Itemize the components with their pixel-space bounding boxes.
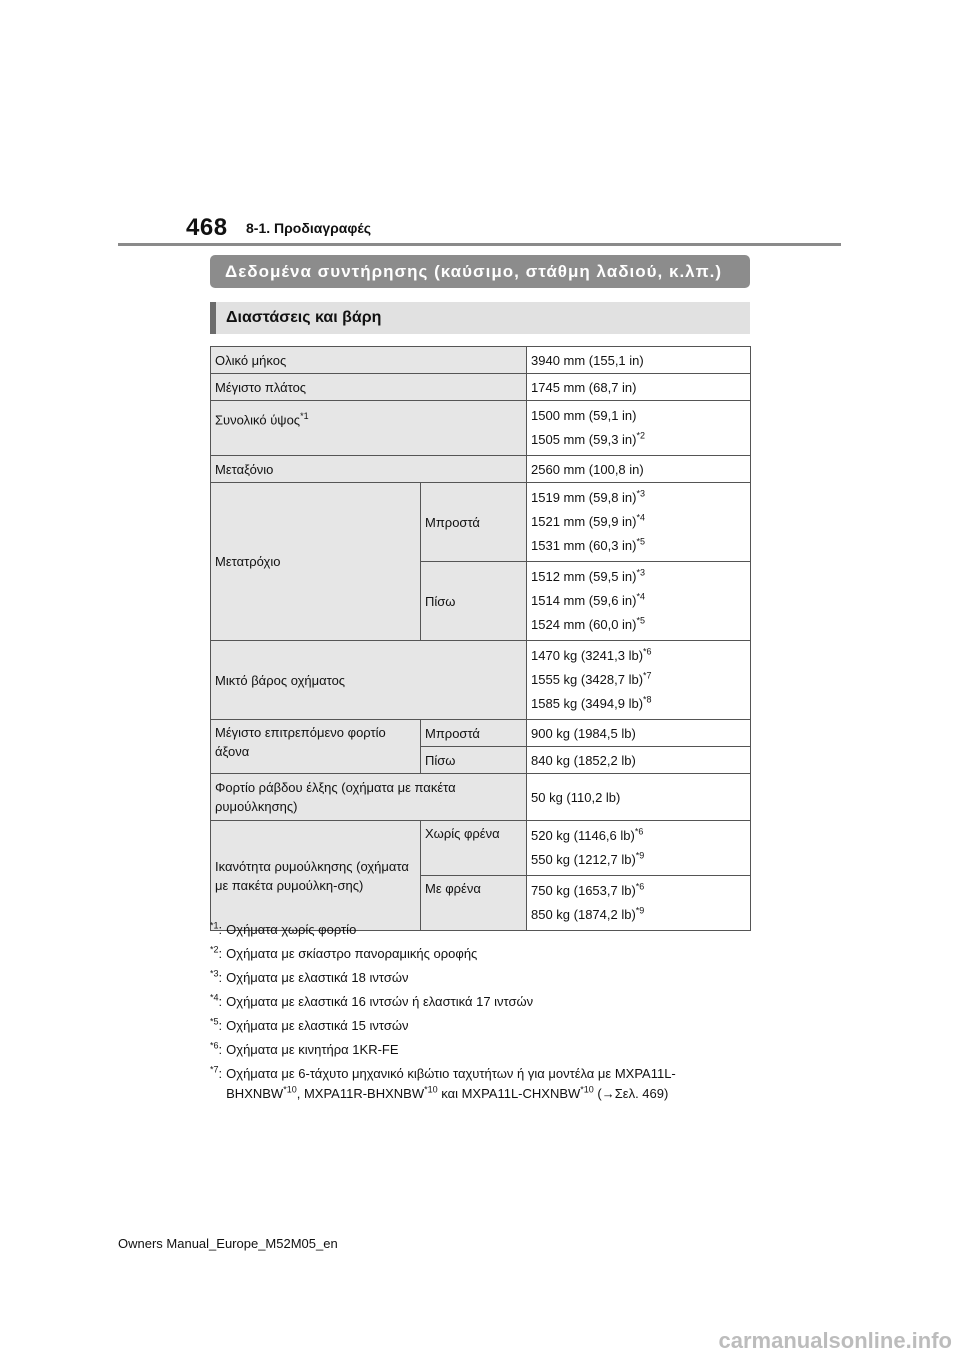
sub-label: Μπροστά — [421, 720, 527, 747]
value-line: 1531 mm (60,3 in)$^{*5}$ — [531, 536, 646, 553]
row-value — [527, 821, 751, 876]
table-row — [211, 641, 751, 720]
row-label: Μέγιστο επιτρεπόμενο φορτίο άξονα — [211, 720, 421, 774]
value-line: 1470 kg (3241,3 lb)$^{*6}$ — [531, 646, 652, 663]
footnote: $^{*6}$: Οχήματα με κινητήρα 1KR-FE — [210, 1040, 399, 1057]
row-label: Φορτίο ράβδου έλξης (οχήματα με πακέτα ρυμούλκησης) — [211, 774, 527, 821]
row-label: Ολικό μήκος — [211, 347, 527, 374]
row-label: Μεταξόνιο — [211, 456, 527, 483]
value-line: 1519 mm (59,8 in)$^{*3}$ — [531, 488, 646, 505]
sub-label: Πίσω — [421, 562, 527, 641]
value-line: 1505 mm (59,3 in)$^{*2}$ — [531, 430, 646, 447]
footnote: $^{*4}$: Οχήματα με ελαστικά 16 ιντσών ή ελαστικά 17 ιντσών — [210, 992, 534, 1009]
value-line: 750 kg (1653,7 lb)$^{*6}$ — [531, 881, 645, 898]
table-row — [211, 774, 751, 821]
table-row — [211, 821, 751, 876]
sub-label: Πίσω — [421, 747, 527, 774]
row-value — [527, 641, 751, 720]
header-divider — [118, 243, 841, 246]
value-line: 1512 mm (59,5 in)$^{*3}$ — [531, 567, 646, 584]
row-value — [527, 483, 751, 562]
label-mark: *1 — [300, 411, 309, 421]
footnote: $^{*3}$: Οχήματα με ελαστικά 18 ιντσών — [210, 968, 409, 985]
row-value — [527, 562, 751, 641]
table-row — [211, 720, 751, 747]
sub-label: Με φρένα — [421, 876, 527, 931]
sub-label: Χωρίς φρένα — [421, 821, 527, 876]
footnote: $^{*7}$: Οχήματα με 6-τάχυτο μηχανικό κιβώτιο ταχυτήτων ή για μοντέλα με MXPA11L- BHXNBW$^{*10}$, MXPA11R-BHXNBW$^{*10}$ και MXPA11L-CHXNBW$^{*10}$ (→Σελ. 469) — [210, 1064, 676, 1101]
table-row — [211, 456, 751, 483]
table-row — [211, 483, 751, 562]
footnote: $^{*1}$: Οχήματα χωρίς φορτίο — [210, 920, 357, 937]
row-label: Μετατρόχιο — [211, 483, 421, 641]
value-line: 1585 kg (3494,9 lb)$^{*8}$ — [531, 694, 652, 711]
value-line: 550 kg (1212,7 lb)$^{*9}$ — [531, 850, 645, 867]
value-line: 1555 kg (3428,7 lb)$^{*7}$ — [531, 670, 652, 687]
value-line: 850 kg (1874,2 lb)$^{*9}$ — [531, 905, 645, 922]
row-value: 50 kg (110,2 lb) — [527, 774, 751, 821]
page-reference-link[interactable]: (→Σελ. 469) — [593, 1086, 669, 1101]
section-banner: Δεδομένα συντήρησης (καύσιμο, στάθμη λαδιού, κ.λπ.) — [210, 255, 750, 288]
section-title: 8-1. Προδιαγραφές — [246, 220, 371, 236]
footnotes — [210, 920, 750, 1108]
footer-text: Owners Manual_Europe_M52M05_en — [118, 1236, 338, 1251]
watermark: carmanualsonline.info — [718, 1328, 952, 1353]
subheading: Διαστάσεις και βάρη — [210, 302, 750, 334]
row-value: 3940 mm (155,1 in) — [527, 347, 751, 374]
row-label — [211, 401, 527, 456]
table-row — [211, 401, 751, 456]
row-value — [527, 401, 751, 456]
row-value: 900 kg (1984,5 lb) — [527, 720, 751, 747]
sub-label: Μπροστά — [421, 483, 527, 562]
footnote: $^{*5}$: Οχήματα με ελαστικά 15 ιντσών — [210, 1016, 409, 1033]
value-line: 520 kg (1146,6 lb)$^{*6}$ — [531, 826, 644, 843]
row-label: Μικτό βάρος οχήματος — [211, 641, 527, 720]
row-value: 1745 mm (68,7 in) — [527, 374, 751, 401]
table-row — [211, 374, 751, 401]
value-line: 1514 mm (59,6 in)$^{*4}$ — [531, 591, 646, 608]
table-row — [211, 347, 751, 374]
page-number: 468 — [186, 214, 228, 241]
value-line: 1524 mm (60,0 in)$^{*5}$ — [531, 615, 646, 632]
row-label: Ικανότητα ρυμούλκησης (οχήματα με πακέτα ρυμούλκη-σης) — [211, 821, 421, 931]
row-label: Μέγιστο πλάτος — [211, 374, 527, 401]
value-line: 1500 mm (59,1 in) — [531, 408, 637, 423]
row-value: 2560 mm (100,8 in) — [527, 456, 751, 483]
footnote-line: BHXNBW$^{*10}$, MXPA11R-BHXNBW$^{*10}$ και MXPA11L-CHXNBW$^{*10}$ (→Σελ. 469) — [226, 1084, 669, 1101]
row-value: 840 kg (1852,2 lb) — [527, 747, 751, 774]
value-line: 1521 mm (59,9 in)$^{*4}$ — [531, 512, 646, 529]
footnote-line: Οχήματα με 6-τάχυτο μηχανικό κιβώτιο ταχυτήτων ή για μοντέλα με MXPA11L- — [226, 1066, 676, 1081]
dimensions-table — [210, 346, 751, 931]
footnote: $^{*2}$: Οχήματα με σκίαστρο πανοραμικής οροφής — [210, 944, 478, 961]
label-text: Συνολικό ύψος — [215, 412, 301, 428]
